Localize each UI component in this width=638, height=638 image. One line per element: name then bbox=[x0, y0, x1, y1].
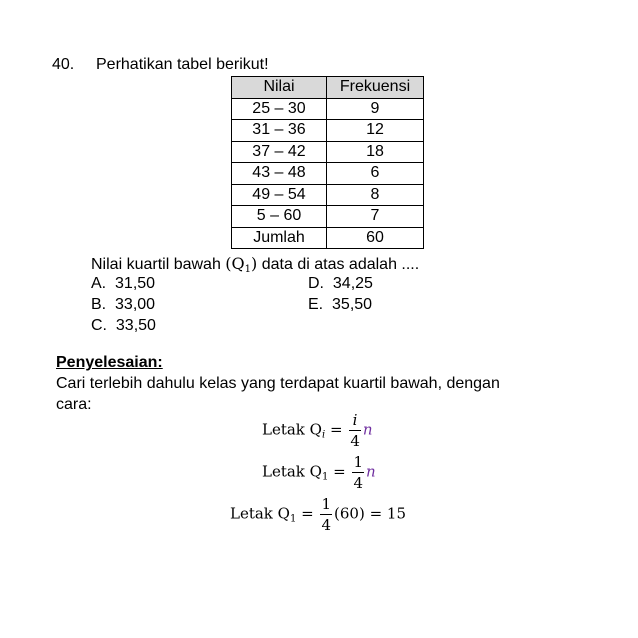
eq1-fraction bbox=[349, 410, 361, 451]
table-row bbox=[232, 141, 424, 163]
ask-paren-close: ) bbox=[251, 254, 258, 273]
ask-text-after: data di atas adalah .... bbox=[257, 256, 420, 273]
table-row bbox=[232, 206, 424, 228]
cell-frekuensi: 7 bbox=[327, 206, 424, 228]
cell-frekuensi: 6 bbox=[327, 163, 424, 185]
eq3-num: 1 bbox=[321, 495, 332, 513]
option-c bbox=[91, 317, 156, 335]
cell-frekuensi: 18 bbox=[327, 141, 424, 163]
option-d-value: 34,25 bbox=[332, 275, 373, 292]
eq2-fraction bbox=[352, 452, 364, 493]
table-row bbox=[232, 163, 424, 185]
option-a-value: 31,50 bbox=[115, 275, 156, 292]
q1-symbol bbox=[225, 254, 257, 273]
option-e-value: 35,50 bbox=[332, 296, 373, 313]
ask-q-sub: 1 bbox=[244, 264, 252, 275]
eq1-equals: = bbox=[329, 420, 343, 439]
equation-qi bbox=[262, 410, 373, 451]
header-frekuensi: Frekuensi bbox=[327, 77, 424, 99]
option-d bbox=[308, 275, 373, 293]
eq2-label: Letak Q bbox=[262, 462, 322, 481]
cell-nilai: 49 – 54 bbox=[232, 184, 327, 206]
eq2-num: 1 bbox=[353, 453, 364, 471]
eq1-num: i bbox=[352, 411, 358, 429]
ask-text-before: Nilai kuartil bawah bbox=[91, 256, 221, 273]
cell-frekuensi: 12 bbox=[327, 120, 424, 142]
question-number: 40. bbox=[52, 56, 75, 73]
cell-nilai: 31 – 36 bbox=[232, 120, 327, 142]
eq3-label: Letak Q bbox=[230, 504, 290, 523]
option-c-letter: C. bbox=[91, 317, 107, 334]
question-prompt: Perhatikan tabel berikut! bbox=[96, 56, 269, 73]
option-d-letter: D. bbox=[308, 275, 324, 292]
cell-nilai: Jumlah bbox=[232, 227, 327, 249]
cell-nilai: 5 – 60 bbox=[232, 206, 327, 228]
solution-line-1: Cari terlebih dahulu kelas yang terdapat kuartil bawah, dengan bbox=[56, 375, 500, 392]
cell-nilai: 37 – 42 bbox=[232, 141, 327, 163]
ask-paren-open: ( bbox=[225, 254, 232, 273]
eq2-sub: 1 bbox=[321, 471, 329, 483]
question-ask bbox=[91, 254, 419, 275]
option-b-value: 33,00 bbox=[115, 296, 156, 313]
eq3-fraction bbox=[320, 494, 332, 535]
cell-frekuensi: 8 bbox=[327, 184, 424, 206]
option-b-letter: B. bbox=[91, 296, 107, 313]
eq1-n: n bbox=[362, 420, 373, 439]
cell-frekuensi: 9 bbox=[327, 98, 424, 120]
equation-q1-value bbox=[230, 494, 406, 535]
table-row bbox=[232, 227, 424, 249]
eq3-tail: (60) = 15 bbox=[334, 504, 407, 523]
cell-nilai: 43 – 48 bbox=[232, 163, 327, 185]
equation-q1-n bbox=[262, 452, 376, 493]
eq3-sub: 1 bbox=[289, 513, 297, 525]
eq1-label: Letak Q bbox=[262, 420, 322, 439]
eq2-den: 4 bbox=[353, 474, 364, 492]
solution-line-2: cara: bbox=[56, 396, 92, 413]
eq2-n: n bbox=[366, 462, 376, 481]
option-e bbox=[308, 296, 372, 314]
table-row bbox=[232, 184, 424, 206]
eq3-equals: = bbox=[301, 504, 314, 523]
solution-heading: Penyelesaian: bbox=[56, 354, 163, 371]
header-nilai: Nilai bbox=[232, 77, 327, 99]
option-b bbox=[91, 296, 155, 314]
table-row bbox=[232, 120, 424, 142]
option-a-letter: A. bbox=[91, 275, 107, 292]
option-a bbox=[91, 275, 155, 293]
ask-q: Q bbox=[231, 254, 245, 273]
option-e-letter: E. bbox=[308, 296, 324, 313]
table-row bbox=[232, 98, 424, 120]
cell-nilai: 25 – 30 bbox=[232, 98, 327, 120]
eq2-equals: = bbox=[333, 462, 346, 481]
option-c-value: 33,50 bbox=[115, 317, 156, 334]
table-header-row bbox=[232, 77, 424, 99]
eq3-den: 4 bbox=[321, 516, 332, 534]
eq1-sub: i bbox=[321, 429, 326, 441]
cell-frekuensi: 60 bbox=[327, 227, 424, 249]
eq1-den: 4 bbox=[350, 432, 360, 450]
frequency-table bbox=[231, 76, 424, 249]
